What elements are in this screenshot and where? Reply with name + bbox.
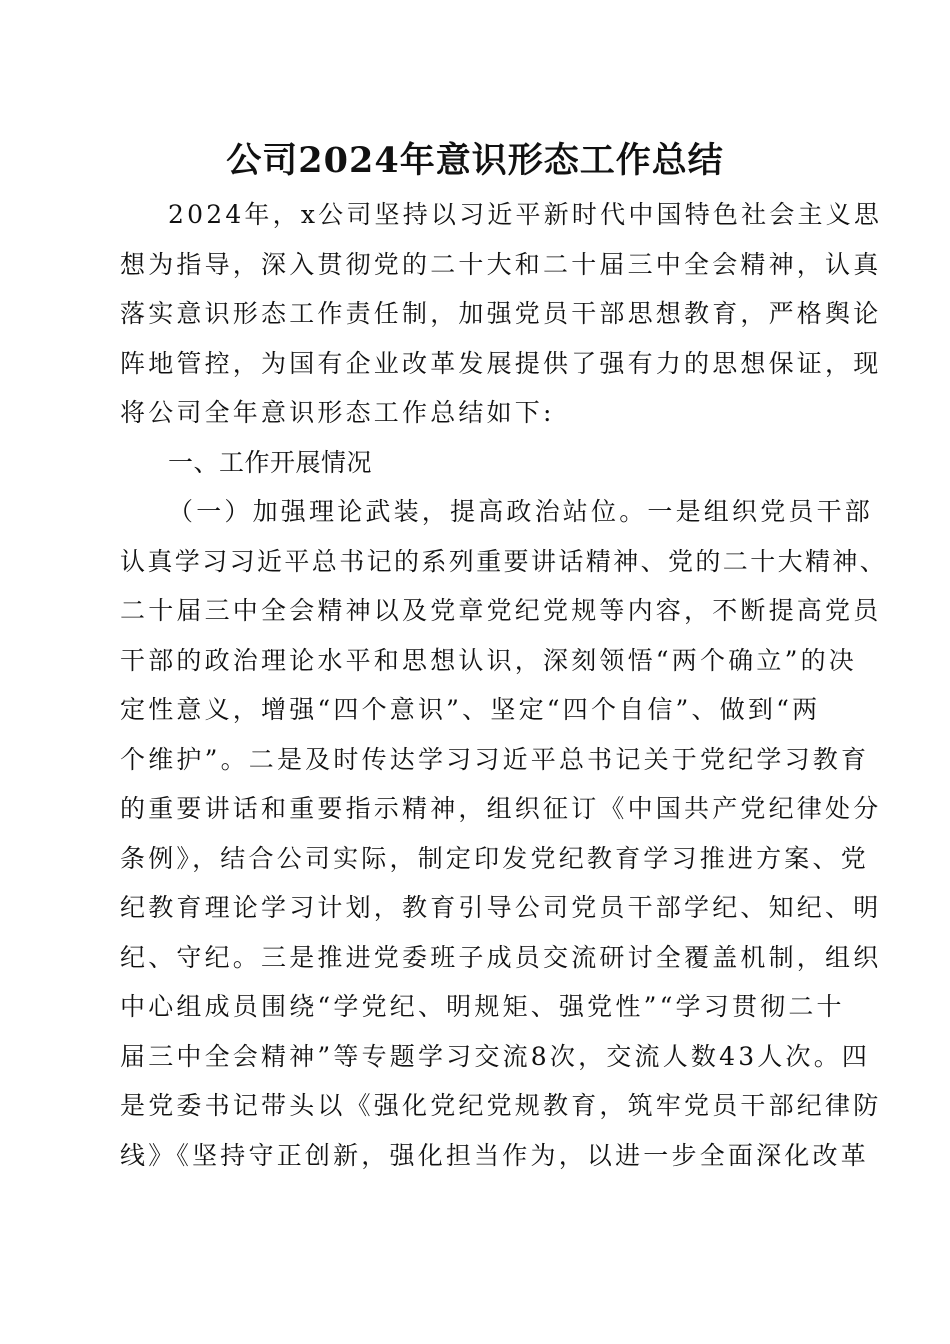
paragraph-line: 条例》，结合公司实际，制定印发党纪教育学习推进方案、党 — [120, 844, 869, 873]
paragraph-line: 中心组成员围绕“学党纪、明规矩、强党性”“学习贯彻二十 — [120, 992, 845, 1021]
paragraph-line: 干部的政治理论水平和思想认识，深刻领悟“两个确立”的决 — [120, 646, 857, 675]
paragraph-line: 将公司全年意识形态工作总结如下: — [120, 398, 555, 427]
paragraph-line: 纪教育理论学习计划，教育引导公司党员干部学纪、知纪、明 — [120, 893, 882, 922]
paragraph-line: 认真学习习近平总书记的系列重要讲话精神、党的二十大精神、 — [120, 547, 888, 576]
paragraph-line: 2024年，x公司坚持以习近平新时代中国特色社会主义思 — [168, 200, 883, 229]
paragraph-line: 的重要讲话和重要指示精神，组织征订《中国共产党纪律处分 — [120, 794, 882, 823]
paragraph-line: 个维护”。二是及时传达学习习近平总书记关于党纪学习教育 — [120, 745, 870, 774]
paragraph-line: 纪、守纪。三是推进党委班子成员交流研讨全覆盖机制，组织 — [120, 943, 882, 972]
paragraph-line: 届三中全会精神”等专题学习交流8次，交流人数43人次。四 — [120, 1042, 871, 1071]
section-heading: 一、工作开展情况 — [168, 448, 373, 477]
paragraph-line: 线》《坚持守正创新，强化担当作为，以进一步全面深化改革 — [120, 1141, 869, 1170]
paragraph-line: 想为指导，深入贯彻党的二十大和二十届三中全会精神，认真 — [120, 250, 882, 279]
paragraph-line: 落实意识形态工作责任制，加强党员干部思想教育，严格舆论 — [120, 299, 882, 328]
paragraph-line: 是党委书记带头以《强化党纪党规教育，筑牢党员干部纪律防 — [120, 1091, 882, 1120]
paragraph-line: （一）加强理论武装，提高政治站位。一是组织党员干部 — [168, 497, 874, 526]
paragraph-line: 阵地管控，为国有企业改革发展提供了强有力的思想保证，现 — [120, 349, 882, 378]
paragraph-line: 定性意义，增强“四个意识”、坚定“四个自信”、做到“两 — [120, 695, 821, 724]
document-title: 公司2024年意识形态工作总结 — [226, 140, 724, 181]
paragraph-line: 二十届三中全会精神以及党章党纪党规等内容，不断提高党员 — [120, 596, 882, 625]
